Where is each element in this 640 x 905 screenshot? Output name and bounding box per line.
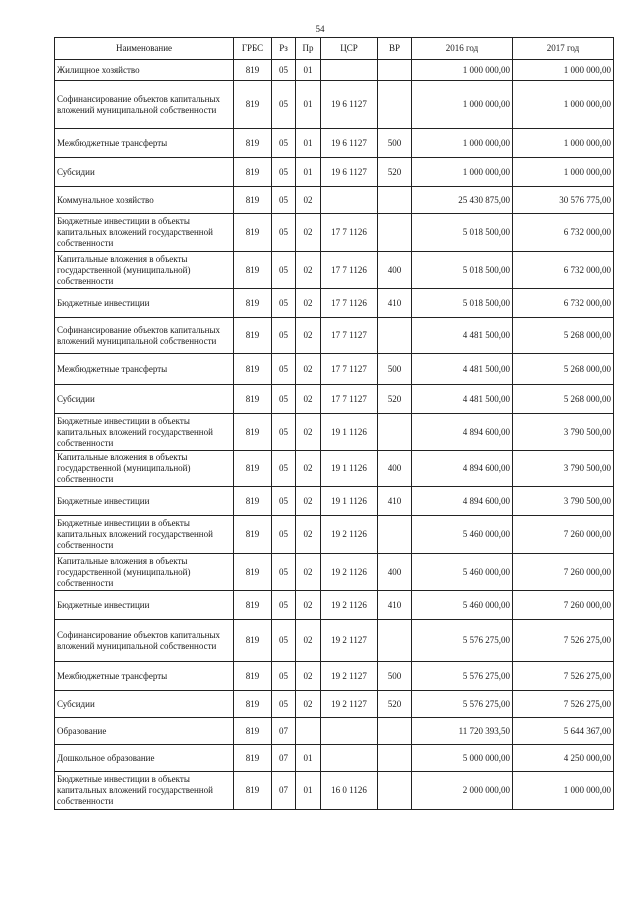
cell-2016: 4 481 500,00: [412, 318, 513, 354]
cell-rz: 05: [272, 289, 296, 318]
cell-csr: 17 7 1126: [321, 289, 378, 318]
cell-pr: 02: [296, 354, 321, 385]
cell-2017: 6 732 000,00: [513, 252, 614, 289]
cell-grbs: 819: [234, 718, 272, 745]
cell-vr: 410: [378, 289, 412, 318]
cell-2017: 30 576 775,00: [513, 187, 614, 214]
table-row: [55, 385, 614, 414]
cell-csr: 19 1 1126: [321, 487, 378, 516]
cell-2016: 5 000 000,00: [412, 745, 513, 772]
cell-pr: [296, 718, 321, 745]
cell-name: Межбюджетные трансферты: [55, 129, 234, 158]
cell-name: Межбюджетные трансферты: [55, 354, 234, 385]
table-row: [55, 252, 614, 289]
cell-2016: 1 000 000,00: [412, 129, 513, 158]
cell-pr: 02: [296, 691, 321, 718]
table-row: [55, 187, 614, 214]
cell-vr: [378, 187, 412, 214]
table-row: [55, 214, 614, 252]
cell-grbs: 819: [234, 451, 272, 487]
cell-vr: [378, 81, 412, 129]
cell-rz: 05: [272, 129, 296, 158]
cell-2016: 11 720 393,50: [412, 718, 513, 745]
cell-rz: 05: [272, 451, 296, 487]
cell-rz: 05: [272, 487, 296, 516]
cell-vr: 520: [378, 385, 412, 414]
cell-grbs: 819: [234, 289, 272, 318]
cell-2017: 5 644 367,00: [513, 718, 614, 745]
cell-rz: 05: [272, 385, 296, 414]
cell-csr: 19 2 1126: [321, 516, 378, 554]
cell-vr: [378, 516, 412, 554]
cell-vr: [378, 60, 412, 81]
header-rz: Рз: [272, 38, 296, 60]
cell-2016: 4 894 600,00: [412, 487, 513, 516]
cell-2016: 1 000 000,00: [412, 60, 513, 81]
table-row: [55, 745, 614, 772]
cell-2017: 7 260 000,00: [513, 554, 614, 591]
cell-vr: 400: [378, 554, 412, 591]
cell-grbs: 819: [234, 129, 272, 158]
cell-name: Бюджетные инвестиции в объекты капитальных вложений государственной собственности: [55, 414, 234, 451]
cell-grbs: 819: [234, 252, 272, 289]
cell-csr: 16 0 1126: [321, 772, 378, 810]
cell-pr: 02: [296, 252, 321, 289]
cell-2016: 5 460 000,00: [412, 516, 513, 554]
cell-vr: [378, 318, 412, 354]
cell-grbs: 819: [234, 487, 272, 516]
cell-csr: 19 2 1127: [321, 662, 378, 691]
cell-csr: 19 1 1126: [321, 414, 378, 451]
cell-2017: 5 268 000,00: [513, 318, 614, 354]
cell-rz: 05: [272, 318, 296, 354]
cell-name: Софинансирование объектов капитальных вложений муниципальной собственности: [55, 318, 234, 354]
cell-2017: 5 268 000,00: [513, 385, 614, 414]
cell-grbs: 819: [234, 385, 272, 414]
cell-vr: 500: [378, 662, 412, 691]
header-csr: ЦСР: [321, 38, 378, 60]
cell-2016: 5 576 275,00: [412, 662, 513, 691]
cell-rz: 07: [272, 718, 296, 745]
cell-vr: 520: [378, 158, 412, 187]
cell-2017: 5 268 000,00: [513, 354, 614, 385]
table-row: [55, 81, 614, 129]
table-header: [55, 38, 614, 60]
cell-2016: 4 481 500,00: [412, 385, 513, 414]
cell-2016: 5 460 000,00: [412, 554, 513, 591]
cell-rz: 07: [272, 745, 296, 772]
cell-2017: 1 000 000,00: [513, 81, 614, 129]
cell-2017: 6 732 000,00: [513, 214, 614, 252]
cell-csr: 19 2 1126: [321, 554, 378, 591]
table-row: [55, 662, 614, 691]
header-year-2016: 2016 год: [412, 38, 513, 60]
cell-rz: 05: [272, 187, 296, 214]
cell-grbs: 819: [234, 662, 272, 691]
cell-pr: 01: [296, 772, 321, 810]
page-number: 54: [315, 24, 325, 34]
cell-2016: 5 018 500,00: [412, 214, 513, 252]
cell-grbs: 819: [234, 591, 272, 620]
cell-2017: 1 000 000,00: [513, 129, 614, 158]
cell-csr: 17 7 1127: [321, 354, 378, 385]
header-vr: ВР: [378, 38, 412, 60]
cell-vr: [378, 214, 412, 252]
cell-name: Капитальные вложения в объекты государственной (муниципальной) собственности: [55, 451, 234, 487]
cell-csr: 17 7 1127: [321, 385, 378, 414]
cell-vr: 410: [378, 487, 412, 516]
cell-name: Субсидии: [55, 158, 234, 187]
cell-2017: 3 790 500,00: [513, 487, 614, 516]
cell-2017: 3 790 500,00: [513, 414, 614, 451]
cell-csr: 19 6 1127: [321, 158, 378, 187]
cell-pr: 02: [296, 414, 321, 451]
cell-pr: 01: [296, 158, 321, 187]
cell-grbs: 819: [234, 745, 272, 772]
cell-csr: [321, 745, 378, 772]
cell-rz: 05: [272, 252, 296, 289]
budget-table: [54, 37, 614, 810]
table-row: [55, 772, 614, 810]
cell-rz: 05: [272, 620, 296, 662]
cell-rz: 05: [272, 60, 296, 81]
cell-vr: 410: [378, 591, 412, 620]
cell-rz: 05: [272, 81, 296, 129]
cell-csr: 19 2 1127: [321, 620, 378, 662]
cell-rz: 05: [272, 554, 296, 591]
cell-2016: 2 000 000,00: [412, 772, 513, 810]
cell-vr: [378, 772, 412, 810]
cell-vr: 500: [378, 129, 412, 158]
cell-csr: 19 6 1127: [321, 81, 378, 129]
cell-2016: 5 018 500,00: [412, 252, 513, 289]
cell-pr: 02: [296, 591, 321, 620]
table-row: [55, 487, 614, 516]
cell-grbs: 819: [234, 516, 272, 554]
cell-grbs: 819: [234, 772, 272, 810]
cell-name: Образование: [55, 718, 234, 745]
cell-pr: 02: [296, 662, 321, 691]
cell-2017: 1 000 000,00: [513, 158, 614, 187]
cell-2017: 3 790 500,00: [513, 451, 614, 487]
cell-name: Бюджетные инвестиции в объекты капитальных вложений государственной собственности: [55, 516, 234, 554]
table-row: [55, 718, 614, 745]
cell-grbs: 819: [234, 187, 272, 214]
cell-csr: 17 7 1126: [321, 214, 378, 252]
cell-csr: 19 6 1127: [321, 129, 378, 158]
cell-name: Капитальные вложения в объекты государственной (муниципальной) собственности: [55, 554, 234, 591]
table-row: [55, 516, 614, 554]
cell-rz: 05: [272, 662, 296, 691]
table-row: [55, 620, 614, 662]
cell-pr: 02: [296, 214, 321, 252]
cell-name: Субсидии: [55, 691, 234, 718]
cell-2017: 1 000 000,00: [513, 60, 614, 81]
cell-rz: 05: [272, 214, 296, 252]
cell-pr: 01: [296, 81, 321, 129]
cell-2016: 4 481 500,00: [412, 354, 513, 385]
cell-2017: 6 732 000,00: [513, 289, 614, 318]
cell-vr: [378, 620, 412, 662]
cell-name: Коммунальное хозяйство: [55, 187, 234, 214]
cell-pr: 02: [296, 451, 321, 487]
cell-2016: 4 894 600,00: [412, 414, 513, 451]
table-row: [55, 129, 614, 158]
cell-name: Капитальные вложения в объекты государственной (муниципальной) собственности: [55, 252, 234, 289]
cell-rz: 05: [272, 414, 296, 451]
cell-vr: 500: [378, 354, 412, 385]
cell-name: Субсидии: [55, 385, 234, 414]
cell-csr: 19 1 1126: [321, 451, 378, 487]
cell-rz: 05: [272, 354, 296, 385]
cell-name: Жилищное хозяйство: [55, 60, 234, 81]
cell-rz: 05: [272, 591, 296, 620]
cell-name: Дошкольное образование: [55, 745, 234, 772]
cell-pr: 02: [296, 289, 321, 318]
cell-rz: 05: [272, 691, 296, 718]
table-row: [55, 451, 614, 487]
cell-pr: 02: [296, 487, 321, 516]
cell-2016: 4 894 600,00: [412, 451, 513, 487]
cell-csr: 17 7 1126: [321, 252, 378, 289]
cell-vr: 400: [378, 252, 412, 289]
cell-2016: 25 430 875,00: [412, 187, 513, 214]
cell-grbs: 819: [234, 554, 272, 591]
cell-name: Бюджетные инвестиции в объекты капитальных вложений государственной собственности: [55, 214, 234, 252]
cell-grbs: 819: [234, 318, 272, 354]
cell-csr: [321, 60, 378, 81]
cell-2016: 5 576 275,00: [412, 620, 513, 662]
cell-name: Бюджетные инвестиции: [55, 591, 234, 620]
cell-grbs: 819: [234, 414, 272, 451]
header-grbs: ГРБС: [234, 38, 272, 60]
cell-grbs: 819: [234, 691, 272, 718]
table-row: [55, 414, 614, 451]
cell-pr: 02: [296, 554, 321, 591]
table-row: [55, 158, 614, 187]
cell-csr: 19 2 1127: [321, 691, 378, 718]
cell-vr: 400: [378, 451, 412, 487]
cell-grbs: 819: [234, 60, 272, 81]
table-row: [55, 318, 614, 354]
cell-csr: [321, 718, 378, 745]
cell-2016: 1 000 000,00: [412, 158, 513, 187]
table-body: [55, 60, 614, 810]
cell-rz: 05: [272, 158, 296, 187]
cell-2016: 5 460 000,00: [412, 591, 513, 620]
cell-grbs: 819: [234, 620, 272, 662]
cell-2016: 1 000 000,00: [412, 81, 513, 129]
table-row: [55, 354, 614, 385]
cell-vr: [378, 718, 412, 745]
header-name: Наименование: [55, 38, 234, 60]
cell-pr: 02: [296, 187, 321, 214]
cell-pr: 01: [296, 60, 321, 81]
cell-pr: 02: [296, 385, 321, 414]
cell-2017: 4 250 000,00: [513, 745, 614, 772]
cell-rz: 05: [272, 516, 296, 554]
cell-2017: 7 260 000,00: [513, 516, 614, 554]
cell-2017: 7 526 275,00: [513, 662, 614, 691]
header-row: [55, 38, 614, 60]
table-row: [55, 289, 614, 318]
cell-vr: [378, 414, 412, 451]
cell-vr: [378, 745, 412, 772]
table-row: [55, 591, 614, 620]
cell-name: Бюджетные инвестиции в объекты капитальных вложений государственной собственности: [55, 772, 234, 810]
table-row: [55, 60, 614, 81]
cell-2017: 1 000 000,00: [513, 772, 614, 810]
cell-name: Софинансирование объектов капитальных вложений муниципальной собственности: [55, 620, 234, 662]
cell-name: Бюджетные инвестиции: [55, 487, 234, 516]
table-row: [55, 691, 614, 718]
cell-csr: 17 7 1127: [321, 318, 378, 354]
cell-csr: [321, 187, 378, 214]
cell-pr: 02: [296, 318, 321, 354]
cell-name: Бюджетные инвестиции: [55, 289, 234, 318]
cell-grbs: 819: [234, 354, 272, 385]
cell-pr: 01: [296, 745, 321, 772]
cell-name: Софинансирование объектов капитальных вложений муниципальной собственности: [55, 81, 234, 129]
cell-rz: 07: [272, 772, 296, 810]
header-pr: Пр: [296, 38, 321, 60]
cell-2017: 7 526 275,00: [513, 691, 614, 718]
header-year-2017: 2017 год: [513, 38, 614, 60]
cell-grbs: 819: [234, 158, 272, 187]
cell-pr: 02: [296, 516, 321, 554]
cell-pr: 02: [296, 620, 321, 662]
table-row: [55, 554, 614, 591]
cell-2016: 5 018 500,00: [412, 289, 513, 318]
cell-2017: 7 526 275,00: [513, 620, 614, 662]
cell-csr: 19 2 1126: [321, 591, 378, 620]
cell-2017: 7 260 000,00: [513, 591, 614, 620]
cell-pr: 01: [296, 129, 321, 158]
cell-name: Межбюджетные трансферты: [55, 662, 234, 691]
cell-2016: 5 576 275,00: [412, 691, 513, 718]
cell-vr: 520: [378, 691, 412, 718]
cell-grbs: 819: [234, 81, 272, 129]
cell-grbs: 819: [234, 214, 272, 252]
